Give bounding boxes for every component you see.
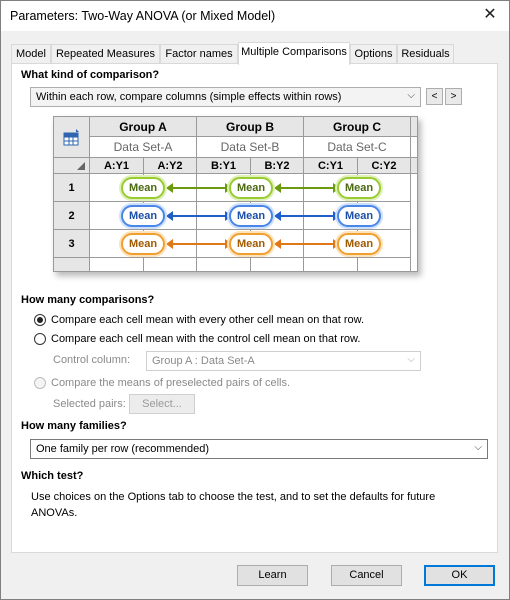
row-header-corner — [54, 158, 90, 174]
radio-label: Compare each cell mean with the control cell mean on that row. — [51, 333, 361, 345]
dataset-name-extra — [411, 137, 418, 158]
radio-indicator-disabled — [34, 377, 46, 389]
data-cell — [144, 258, 197, 272]
radio-label: Compare each cell mean with every other cell mean on that row. — [51, 314, 365, 326]
control-column-value: Group A : Data Set-A — [152, 355, 255, 367]
comparison-arrow — [168, 187, 230, 189]
subcolumn-header: A:Y1 — [90, 158, 144, 174]
comparison-dropdown-value: Within each row, compare columns (simple effects within rows) — [36, 91, 342, 103]
radio-control-cell[interactable] — [34, 333, 360, 345]
comparison-arrow — [276, 215, 338, 217]
group-header-a: Group A — [90, 117, 197, 137]
next-comparison-button[interactable]: > — [445, 88, 462, 105]
mean-badge: Mean — [229, 233, 273, 255]
dataset-name-b: Data Set-B — [197, 137, 304, 158]
dataset-name-c: Data Set-C — [304, 137, 411, 158]
group-header-extra — [411, 117, 418, 137]
subcolumn-header: A:Y2 — [144, 158, 197, 174]
row-header-4 — [54, 258, 90, 272]
table-icon — [62, 128, 82, 148]
corner-triangle-icon — [76, 161, 86, 171]
title-bar — [1, 1, 509, 31]
data-cell — [358, 258, 411, 272]
comparison-arrow — [276, 187, 338, 189]
comparisons-heading: How many comparisons? — [21, 294, 155, 306]
select-pairs-button[interactable]: Select... — [129, 394, 195, 414]
tab-options[interactable]: Options — [350, 44, 397, 64]
mean-badge: Mean — [337, 177, 381, 199]
row-header-3: 3 — [54, 230, 90, 258]
control-column-dropdown[interactable] — [146, 351, 421, 371]
mean-badge: Mean — [229, 205, 273, 227]
radio-indicator — [34, 333, 46, 345]
learn-button[interactable]: Learn — [237, 565, 308, 586]
group-header-c: Group C — [304, 117, 411, 137]
comparison-arrow — [276, 243, 338, 245]
data-cell — [90, 258, 144, 272]
mean-badge: Mean — [121, 233, 165, 255]
mean-badge: Mean — [121, 205, 165, 227]
tab-residuals[interactable]: Residuals — [397, 44, 454, 64]
mean-badge: Mean — [337, 233, 381, 255]
subcolumn-header: B:Y2 — [251, 158, 304, 174]
radio-label: Compare the means of preselected pairs of cells. — [51, 377, 291, 389]
families-dropdown-value: One family per row (recommended) — [36, 443, 210, 455]
mean-badge: Mean — [337, 205, 381, 227]
comparison-arrow — [168, 215, 230, 217]
row-header-2: 2 — [54, 202, 90, 230]
comparison-heading: What kind of comparison? — [21, 69, 160, 81]
subcolumn-header: C:Y1 — [304, 158, 358, 174]
radio-every-other-cell[interactable] — [34, 314, 364, 326]
chevron-down-icon: ⌵ — [407, 90, 415, 101]
cancel-button[interactable]: Cancel — [331, 565, 402, 586]
window-title: Parameters: Two-Way ANOVA (or Mixed Model) — [10, 9, 276, 23]
group-header-b: Group B — [197, 117, 304, 137]
which-test-heading: Which test? — [21, 470, 84, 482]
comparison-illustration — [53, 116, 418, 272]
which-test-description: Use choices on the Options tab to choose the test, and to set the defaults for future ANOVAs. — [31, 491, 436, 519]
mean-badge: Mean — [229, 177, 273, 199]
subcolumn-header: C:Y2 — [358, 158, 411, 174]
tab-factor-names[interactable]: Factor names — [160, 44, 238, 64]
selected-pairs-label: Selected pairs: — [53, 398, 126, 410]
table-corner — [54, 117, 90, 158]
data-cell — [304, 258, 358, 272]
radio-preselected-pairs[interactable] — [34, 377, 290, 389]
mean-badge: Mean — [121, 177, 165, 199]
close-icon[interactable]: ✕ — [483, 6, 497, 23]
families-dropdown[interactable] — [30, 439, 488, 459]
chevron-down-icon: ⌵ — [474, 442, 482, 453]
chevron-down-icon: ⌵ — [407, 354, 415, 365]
tab-model[interactable]: Model — [11, 44, 51, 64]
families-heading: How many families? — [21, 420, 127, 432]
data-cell — [197, 258, 251, 272]
row-header-1: 1 — [54, 174, 90, 202]
radio-indicator-checked — [34, 314, 46, 326]
data-cell — [251, 258, 304, 272]
control-column-label: Control column: — [53, 354, 131, 366]
previous-comparison-button[interactable]: < — [426, 88, 443, 105]
subcolumn-header: B:Y1 — [197, 158, 251, 174]
subcolumn-header-extra — [411, 158, 418, 174]
tab-multiple-comparisons[interactable]: Multiple Comparisons — [238, 42, 350, 65]
dataset-name-a: Data Set-A — [90, 137, 197, 158]
tab-repeated-measures[interactable]: Repeated Measures — [51, 44, 160, 64]
comparison-dropdown[interactable] — [30, 87, 421, 107]
comparison-arrow — [168, 243, 230, 245]
ok-button[interactable]: OK — [424, 565, 495, 586]
